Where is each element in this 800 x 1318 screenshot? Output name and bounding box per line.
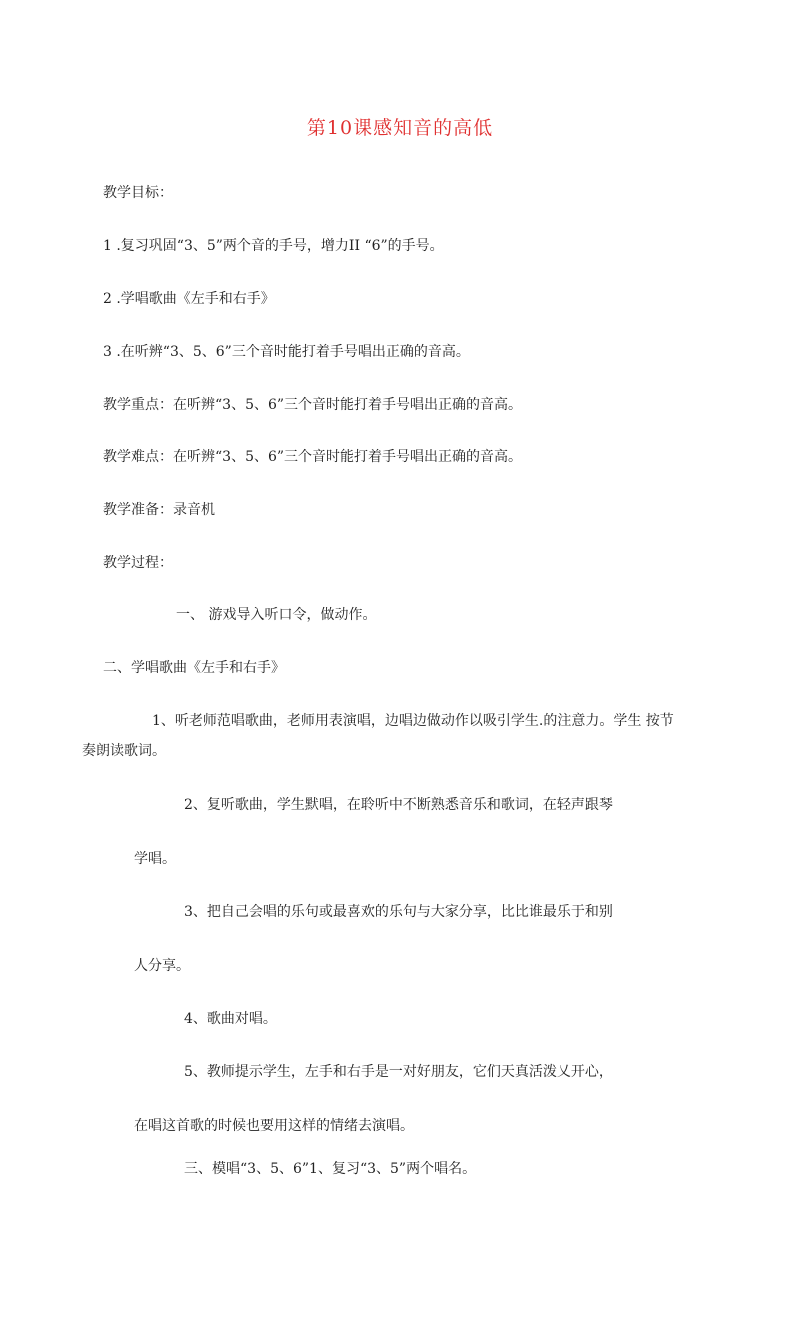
step-1-line-1: 1、听老师范唱歌曲，老师用表演唱，边唱边做动作以吸引学生.的注意力。学生 按节 xyxy=(152,713,674,729)
section-two: 二、学唱歌曲《左手和右手》 xyxy=(103,660,285,676)
step-3-line-1: 3、把自己会唱的乐句或最喜欢的乐句与大家分享，比比谁最乐于和别 xyxy=(184,904,613,920)
preparation: 教学准备：录音机 xyxy=(103,502,215,518)
objective-2: 2 .学唱歌曲《左手和右手》 xyxy=(103,291,275,307)
section-one: 一、 游戏导入听口令，做动作。 xyxy=(176,607,377,623)
section-three: 三、模唱“3、5、6”1、复习“3、5”两个唱名。 xyxy=(184,1161,477,1177)
process-heading: 教学过程： xyxy=(103,555,173,571)
step-5-line-2: 在唱这首歌的时候也要用这样的情绪去演唱。 xyxy=(134,1118,414,1134)
difficulty-point: 教学难点：在听辨“3、5、6”三个音时能打着手号唱出正确的音高。 xyxy=(103,449,523,465)
key-point: 教学重点：在听辨“3、5、6”三个音时能打着手号唱出正确的音高。 xyxy=(103,397,523,413)
step-1-line-2: 奏朗读歌词。 xyxy=(82,743,166,759)
step-3-line-2: 人分享。 xyxy=(134,958,190,974)
document-title: 第10课感知音的高低 xyxy=(306,117,494,139)
step-2-line-1: 2、复听歌曲，学生默唱，在聆听中不断熟悉音乐和歌词，在轻声跟琴 xyxy=(184,797,613,813)
step-2-line-2: 学唱。 xyxy=(134,851,176,867)
objective-3: 3 .在听辨“3、5、6”三个音时能打着手号唱出正确的音高。 xyxy=(103,344,470,360)
step-5-line-1: 5、教师提示学生，左手和右手是一对好朋友，它们天真活泼乂开心， xyxy=(184,1064,613,1080)
objective-1: 1 .复习巩固“3、5”两个音的手号，增力II “6”的手号。 xyxy=(103,238,444,254)
step-4: 4、歌曲对唱。 xyxy=(184,1011,277,1027)
objectives-heading: 教学目标： xyxy=(103,185,173,201)
